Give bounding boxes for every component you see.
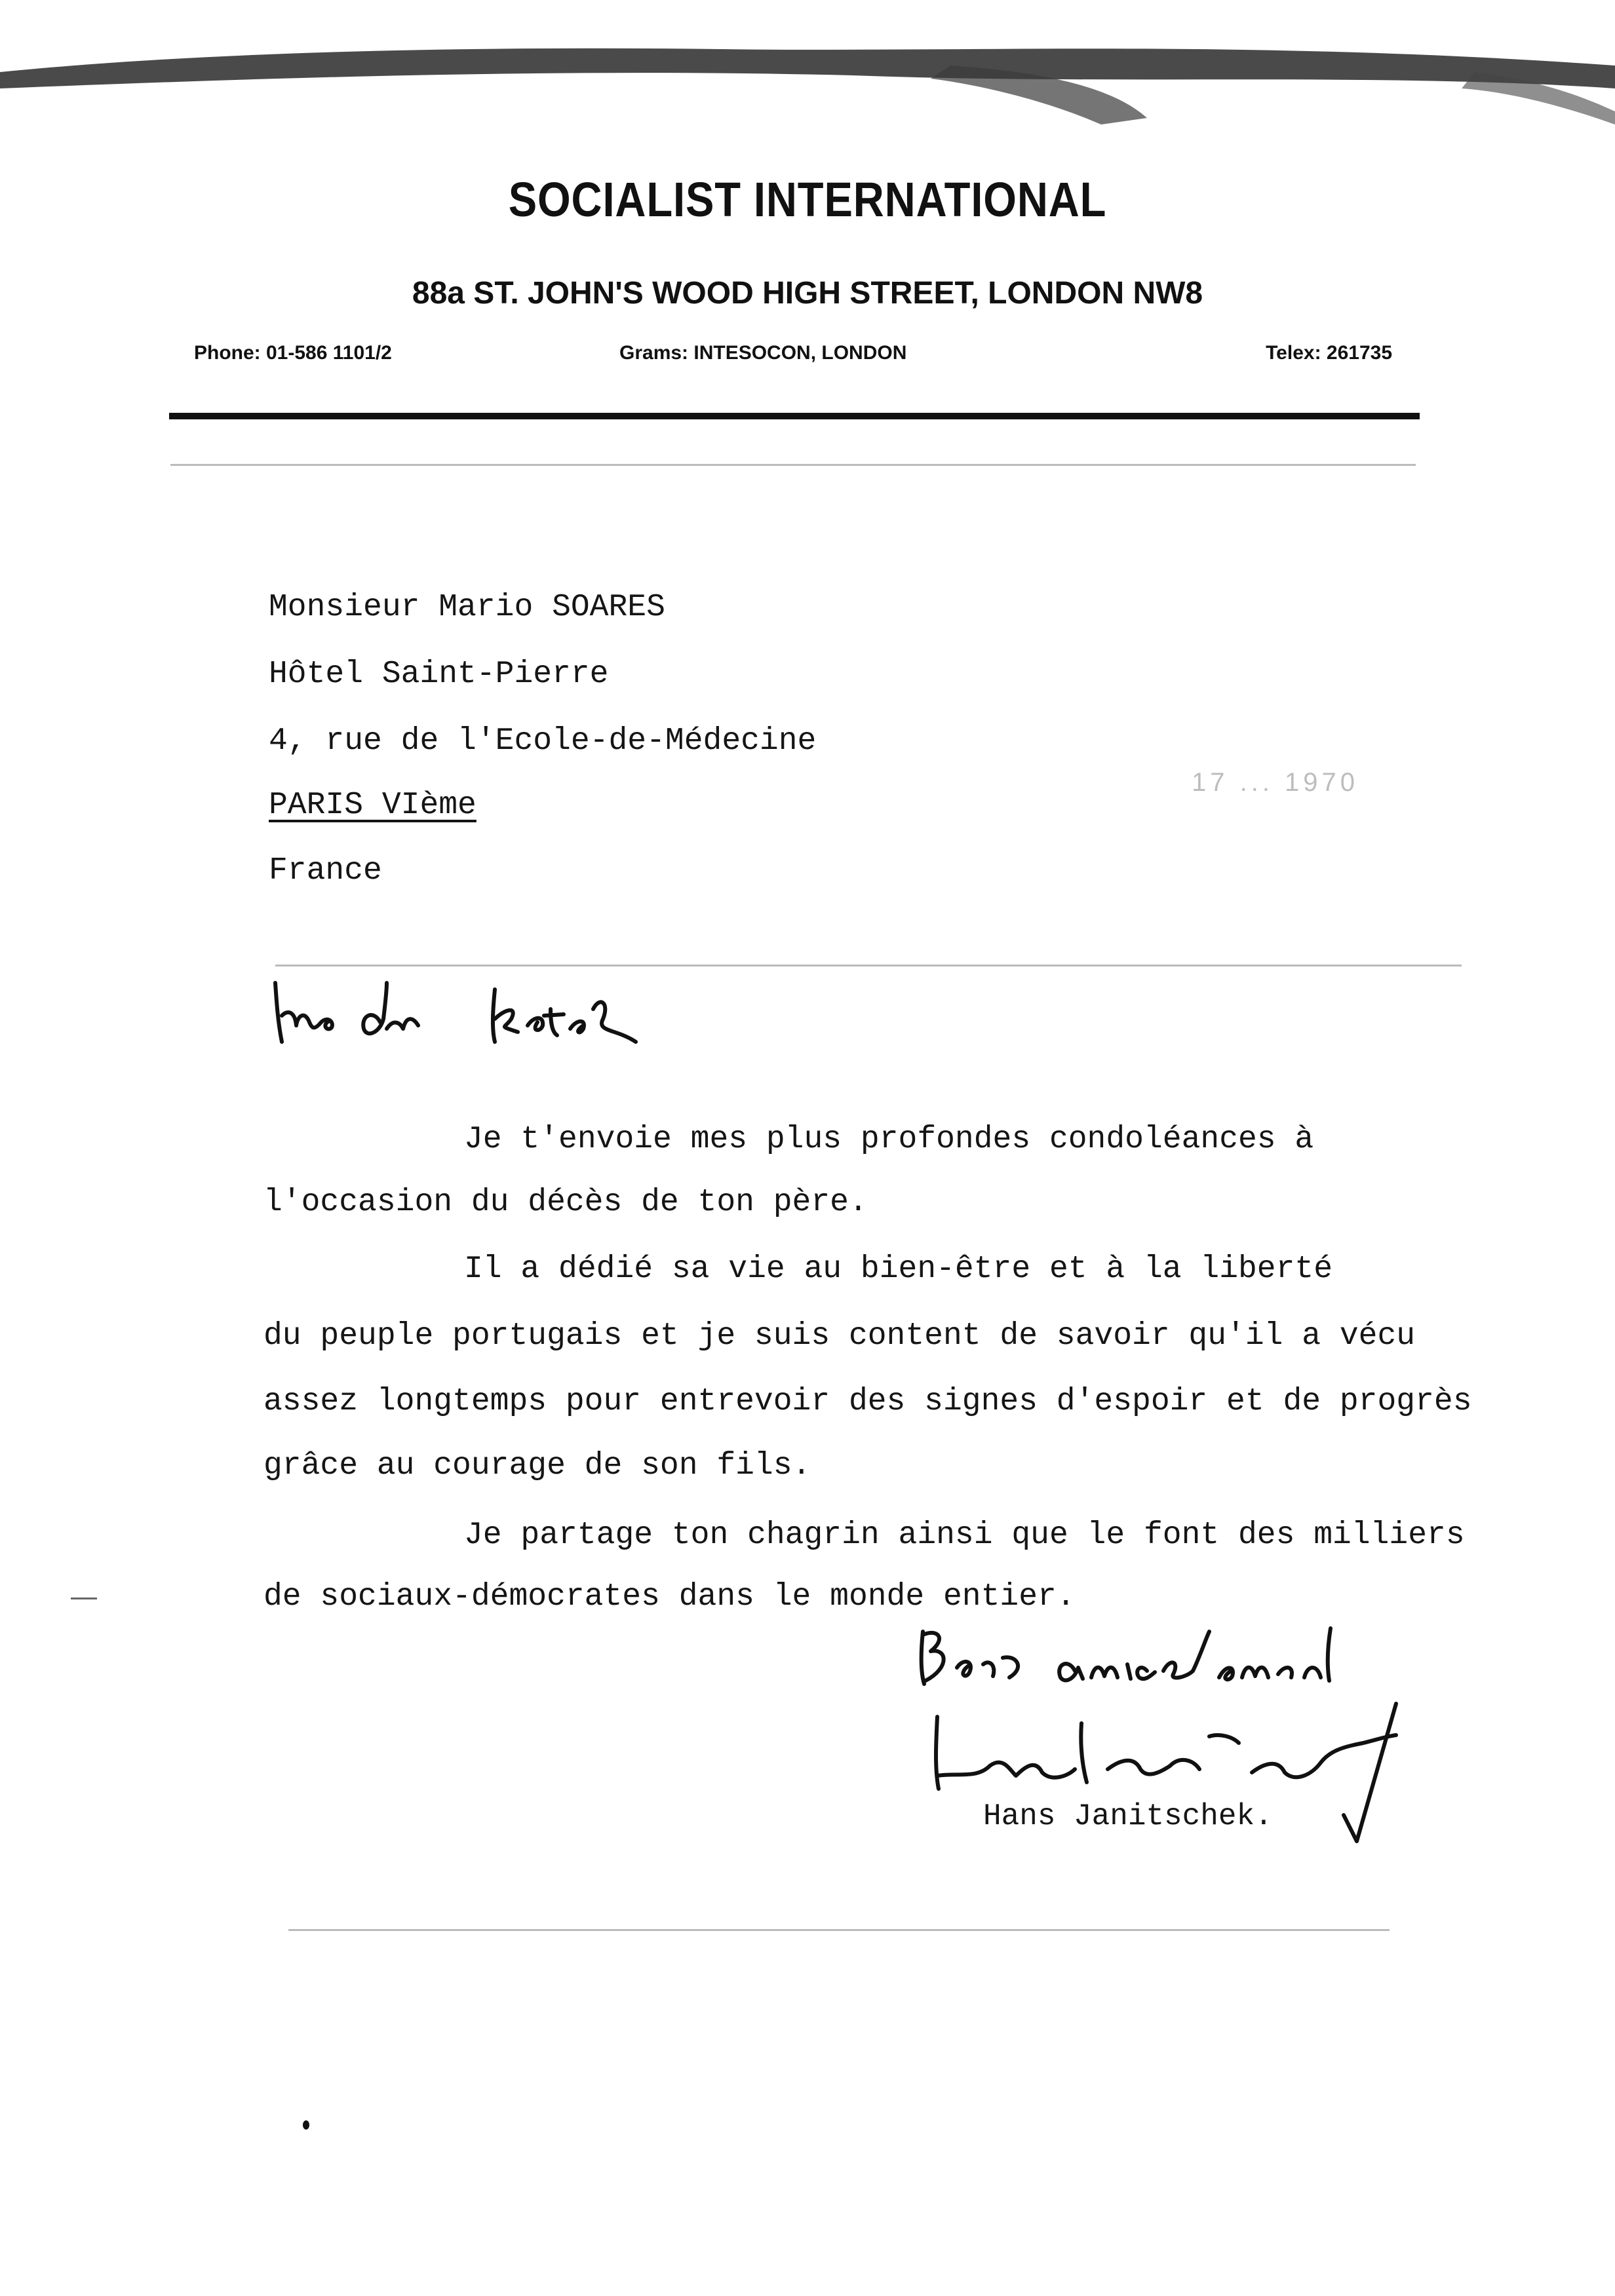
telegram-address: Grams: INTESOCON, LONDON [619, 342, 907, 364]
phone-number: Phone: 01-586 1101/2 [194, 342, 392, 364]
body-line: grâce au courage de son fils. [263, 1448, 811, 1483]
margin-mark [71, 1598, 97, 1599]
recipient-country: France [269, 853, 382, 889]
photocopy-edge-noise [0, 26, 1615, 144]
organization-address: 88a ST. JOHN'S WOOD HIGH STREET, LONDON NW8 [412, 276, 1203, 311]
date-stamp: 17 ... 1970 [1192, 768, 1359, 797]
body-line: assez longtemps pour entrevoir des signes d'espoir et de progrès [263, 1384, 1472, 1419]
body-line: l'occasion du décès de ton père. [263, 1185, 868, 1220]
telex-number: Telex: 261735 [1266, 342, 1392, 364]
recipient-hotel: Hôtel Saint-Pierre [269, 657, 609, 692]
body-line: Je partage ton chagrin ainsi que le font des milliers [464, 1518, 1465, 1553]
body-line: Il a dédié sa vie au bien-être et à la liberté [464, 1252, 1333, 1287]
letterhead-rule [169, 413, 1420, 419]
recipient-city: PARIS VIème [269, 788, 477, 823]
recipient-name: Monsieur Mario SOARES [269, 590, 665, 625]
organization-name: SOCIALIST INTERNATIONAL [508, 172, 1107, 227]
faint-rule [170, 464, 1416, 466]
body-line: du peuple portugais et je suis content de savoir qu'il a vécu [263, 1318, 1416, 1354]
body-line: de sociaux-démocrates dans le monde entier. [263, 1579, 1076, 1615]
faint-rule [288, 1929, 1390, 1931]
stray-dot [303, 2120, 309, 2130]
faint-rule [275, 965, 1462, 966]
signatory-name: Hans Janitschek. [983, 1799, 1273, 1833]
body-line: Je t'envoie mes plus profondes condoléances à [464, 1122, 1314, 1157]
recipient-street: 4, rue de l'Ecole-de-Médecine [269, 723, 817, 759]
handwritten-salutation [269, 970, 688, 1055]
